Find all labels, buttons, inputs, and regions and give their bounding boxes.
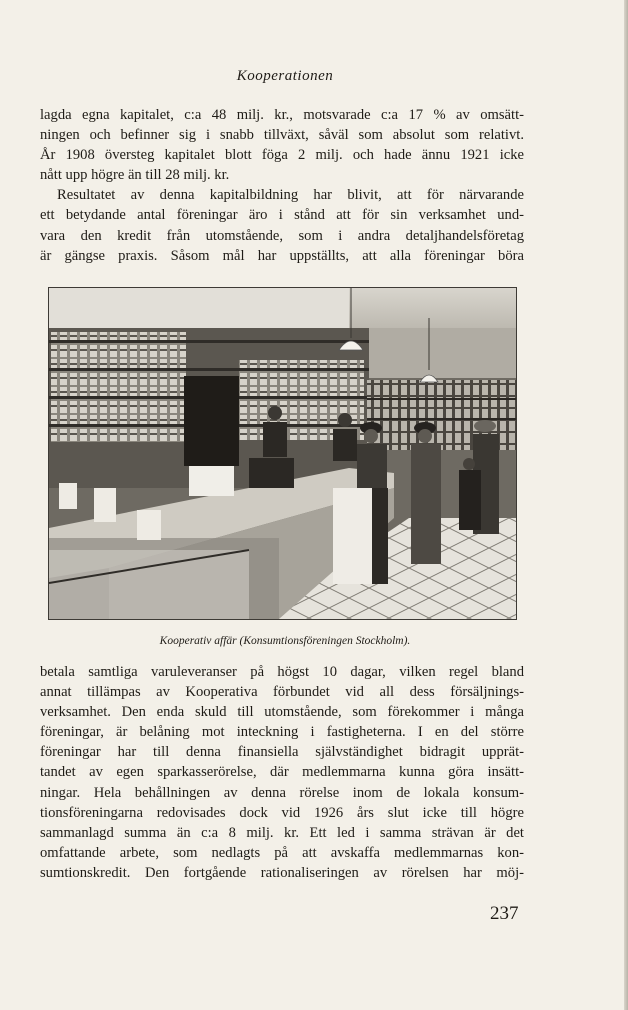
figure-caption: Kooperativ affär (Konsumtionsföreningen Stockholm). <box>159 635 411 647</box>
text-line: föreningar har till denna finansiella självständighet bidragit upprät- <box>40 744 524 761</box>
text-line: ningen och befinner sig i snabb tillväxt, såväl som absolut som relativt. <box>40 127 524 144</box>
text-line: lagda egna kapitalet, c:a 48 milj. kr., motsvarade c:a 17 % av omsätt- <box>40 107 524 123</box>
text-line: Resultatet av denna kapitalbildning har blivit, att för närvarande <box>57 187 524 204</box>
text-line: tionsföreningarna redovisades dock vid 1926 års slut icke till högre <box>40 804 524 821</box>
text-line: tandet av egen sparkasserörelse, där medlemmarna kunna göra insätt- <box>40 764 524 781</box>
text-block-bottom <box>40 662 524 883</box>
text-line: betala samtliga varuleveranser på högst 10 dagar, vilken regel bland <box>40 664 524 680</box>
store-interior-photo <box>48 287 517 620</box>
text-line: nått upp högre än till 28 milj. kr. <box>40 167 230 184</box>
text-line: sumtionskredit. Den fortgående rationaliseringen av rörelsen har möj- <box>40 864 524 881</box>
text-line: vara den kredit från utomstående, som i andra detaljhandelsföretag <box>40 227 524 244</box>
text-line: sammanlagd summa än c:a 8 milj. kr. Ett led i samma strävan är det <box>40 824 524 841</box>
text-line: verksamhet. Den enda skuld till utomstående, som förekommer i många <box>40 704 524 721</box>
text-line: annat tillämpas av Kooperativa förbundet vid all dess försäljnings- <box>40 684 524 701</box>
page-edge <box>624 0 628 1010</box>
text-line: ett betydande antal föreningar äro i stånd att för sin verksamhet und- <box>40 207 524 224</box>
text-line: ningar. Hela behållningen av denna rörelse inom de lokala konsum- <box>40 784 524 801</box>
text-block-top <box>40 105 524 266</box>
text-line: är gängse praxis. Såsom mål har uppställts, att alla föreningar böra <box>40 247 524 264</box>
text-line: År 1908 översteg kapitalet blott föga 2 milj. och hade ännu 1921 icke <box>40 147 524 164</box>
text-line: föreningar, är belåning mot inteckning i fastigheterna. I en del större <box>40 724 524 741</box>
running-head: Kooperationen <box>236 68 334 84</box>
text-line: omfattande arbete, som nedlagts på att avskaffa medlemmarnas kon- <box>40 844 524 861</box>
page-number: 237 <box>490 903 519 924</box>
